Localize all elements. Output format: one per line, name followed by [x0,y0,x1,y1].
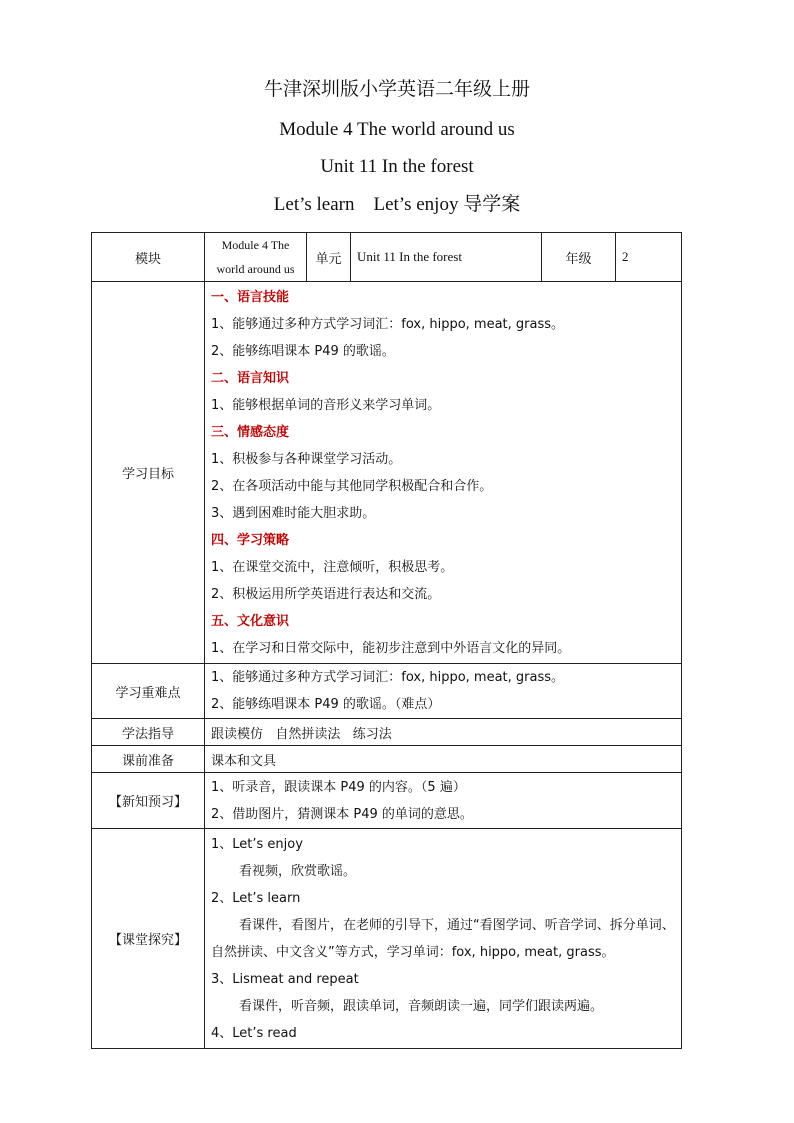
doc-title-book: 牛津深圳版小学英语二年级上册 [263,79,530,100]
key-points-content [205,664,682,719]
key-point-item: 2、能够练唱课本 P49 的歌谣。（难点） [211,697,441,712]
objectives-row [92,282,682,664]
objectives-label: 学习目标 [92,282,205,664]
header-row [92,233,682,282]
objective-section-heading: 一、语言技能 [211,289,290,305]
unit-value: Unit 11 In the forest [351,233,542,282]
explore-instruction: 看课件，看图片，在老师的引导下，通过“看图学词、听音学词、拆分单词、自然拼读、中文含义”等方式，学习单词：fox, hippo, meat, grass。 [211,917,675,960]
preview-item: 1、听录音，跟读课本 P49 的内容。（5 遍） [211,779,466,795]
key-points-label: 学习重难点 [92,664,205,719]
key-point-item: 1、能够通过多种方式学习词汇：fox, hippo, meat, grass。 [211,670,565,685]
preview-content [205,773,682,829]
objective-item: 1、能够根据单词的音形义来学习单词。 [211,397,441,413]
doc-title-module: Module 4 The world around us [279,119,515,140]
objective-section-heading: 五、文化意识 [211,613,290,629]
objective-section-heading: 三、情感态度 [211,424,290,440]
preview-label: 【新知预习】 [92,773,205,829]
key-points-row [92,664,682,719]
objectives-content [205,282,682,664]
objective-item: 1、在学习和日常交际中，能初步注意到中外语言文化的异同。 [211,640,571,656]
methods-value: 跟读模仿 自然拼读法 练习法 [205,719,682,746]
objective-item: 1、能够通过多种方式学习词汇：fox, hippo, meat, grass。 [211,316,565,332]
unit-label: 单元 [307,233,351,282]
objective-section-heading: 四、学习策略 [211,532,290,548]
objective-item: 2、能够练唱课本 P49 的歌谣。 [211,343,395,359]
explore-step: 1、Let’s enjoy [211,836,303,852]
explore-row [92,829,682,1049]
explore-step: 3、Lismeat and repeat [211,971,359,987]
explore-instruction: 看课件，听音频，跟读单词，音频朗读一遍，同学们跟读两遍。 [239,998,604,1014]
objective-item: 1、在课堂交流中，注意倾听，积极思考。 [211,559,454,575]
objective-item: 1、积极参与各种课堂学习活动。 [211,451,402,467]
explore-step: 2、Let’s learn [211,890,301,906]
explore-step: 4、Let’s read [211,1025,297,1041]
doc-title-lesson: Let’s learn Let’s enjoy 导学案 [273,194,521,215]
explore-content [205,829,682,1049]
grade-label: 年级 [542,233,616,282]
doc-title-unit: Unit 11 In the forest [320,156,474,177]
module-value: Module 4 The world around us [205,233,307,282]
objective-item: 3、遇到困难时能大胆求助。 [211,505,376,521]
objective-item: 2、积极运用所学英语进行表达和交流。 [211,586,441,602]
prep-label: 课前准备 [92,746,205,773]
prep-row [92,746,682,773]
methods-label: 学法指导 [92,719,205,746]
preview-row [92,773,682,829]
prep-value: 课本和文具 [205,746,682,773]
methods-row [92,719,682,746]
preview-item: 2、借助图片，猜测课本 P49 的单词的意思。 [211,806,473,822]
explore-instruction: 看视频，欣赏歌谣。 [239,863,357,879]
module-label: 模块 [92,233,205,282]
objective-section-heading: 二、语言知识 [211,370,290,386]
grade-value: 2 [616,233,682,282]
explore-label: 【课堂探究】 [92,829,205,1049]
lesson-plan-table [91,232,682,1049]
objective-item: 2、在各项活动中能与其他同学积极配合和合作。 [211,478,493,494]
